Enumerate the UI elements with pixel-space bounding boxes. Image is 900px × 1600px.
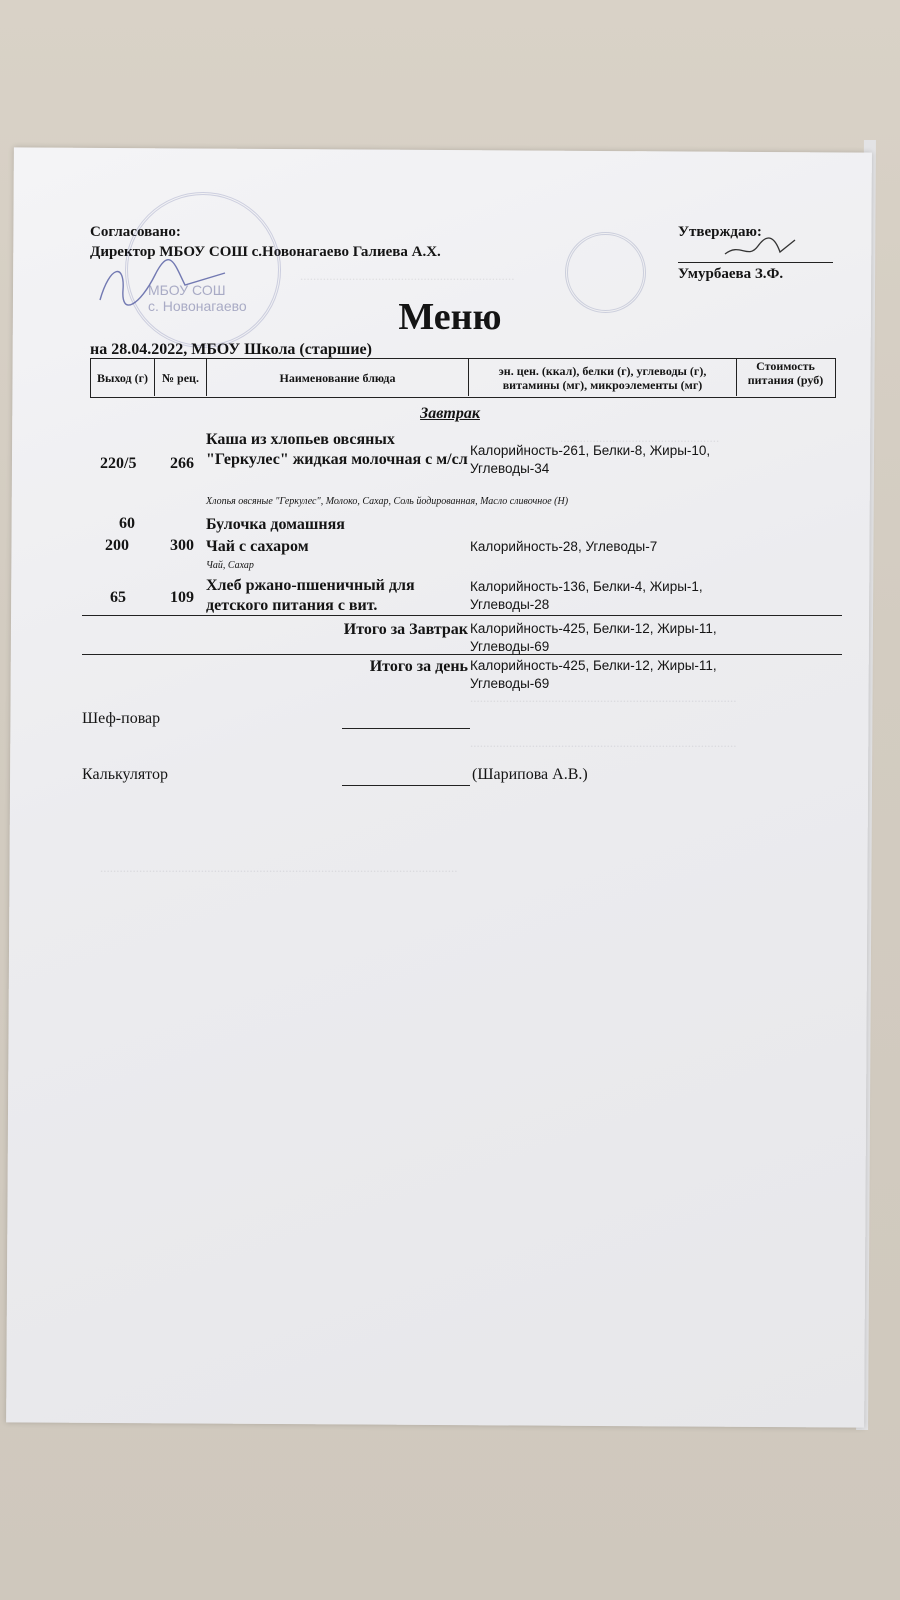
row-nutrition: Калорийность-28, Углеводы-7 — [470, 539, 658, 554]
page-title: Меню — [398, 296, 502, 338]
row-output: 200 — [105, 537, 129, 554]
show-through: .................................................................. — [300, 268, 515, 283]
menu-subtitle: на 28.04.2022, МБОУ Школа (старшие) — [90, 341, 372, 358]
menu-sheet — [6, 147, 872, 1427]
row-output: 60 — [119, 515, 135, 532]
row-ingredients: Хлопья овсяные "Геркулес", Молоко, Сахар, Соль йодированная, Масло сливочное (Н) — [206, 496, 569, 507]
total-day-nutrition: Калорийность-425, Белки-12, Жиры-11, Углеводы-69 — [470, 658, 717, 691]
row-nutrition: Калорийность-136, Белки-4, Жиры-1, Углеводы-28 — [470, 579, 703, 612]
row-recipe: 300 — [170, 537, 194, 554]
show-through: .................................................................................. — [470, 735, 737, 750]
approved-label: Согласовано: — [90, 224, 181, 240]
col-recipe: № рец. — [155, 359, 207, 396]
menu-table — [90, 358, 836, 398]
total-breakfast-label: Итого за Завтрак — [343, 621, 468, 638]
col-dish: Наименование блюда — [207, 359, 469, 396]
total-breakfast-nutrition: Калорийность-425, Белки-12, Жиры-11, Углеводы-69 — [470, 621, 717, 654]
calculator-name: (Шарипова А.В.) — [472, 766, 588, 783]
approver-name: Умурбаева З.Ф. — [678, 266, 784, 282]
row-output: 65 — [110, 589, 126, 606]
col-output: Выход (г) — [91, 359, 155, 396]
show-through: .............................................................................................................. — [100, 860, 458, 875]
calculator-signature-line — [342, 785, 470, 786]
row-dish: Хлеб ржано-пшеничный для детского питания с вит. — [206, 577, 415, 614]
total-day-label: Итого за день — [369, 658, 468, 675]
signature-line — [678, 262, 833, 263]
row-dish: Чай с сахаром — [206, 538, 309, 555]
col-nutrition: эн. цен. (ккал), белки (г), углеводы (г), витамины (мг), микроэлементы (мг) — [469, 359, 737, 396]
table-header — [90, 358, 836, 398]
row-dish: Булочка домашняя — [206, 516, 345, 533]
chef-label: Шеф-повар — [82, 710, 161, 727]
col-cost: Стоимость питания (руб) — [747, 359, 824, 387]
row-nutrition: Калорийность-261, Белки-8, Жиры-10, Углеводы-34 — [470, 443, 711, 476]
row-recipe: 266 — [170, 455, 194, 472]
show-through: .................................................................................. — [470, 690, 737, 705]
row-recipe: 109 — [170, 589, 194, 606]
director-line: Директор МБОУ СОШ с.Новонагаево Галиева А.Х. — [90, 244, 441, 260]
confirm-label: Утверждаю: — [678, 224, 762, 240]
row-output: 220/5 — [100, 455, 137, 472]
calculator-label: Калькулятор — [82, 766, 168, 783]
chef-signature-line — [342, 728, 470, 729]
divider — [82, 654, 842, 655]
row-dish: Каша из хлопьев овсяных "Геркулес" жидкая молочная с м/сл — [206, 431, 468, 468]
row-ingredients: Чай, Сахар — [206, 560, 254, 571]
show-through: ................................................. — [560, 430, 720, 445]
stamp-text: МБОУ СОШ с. Новонагаево — [148, 282, 247, 314]
divider — [82, 615, 842, 616]
approver-signature — [720, 232, 800, 262]
section-breakfast: Завтрак — [420, 405, 480, 422]
